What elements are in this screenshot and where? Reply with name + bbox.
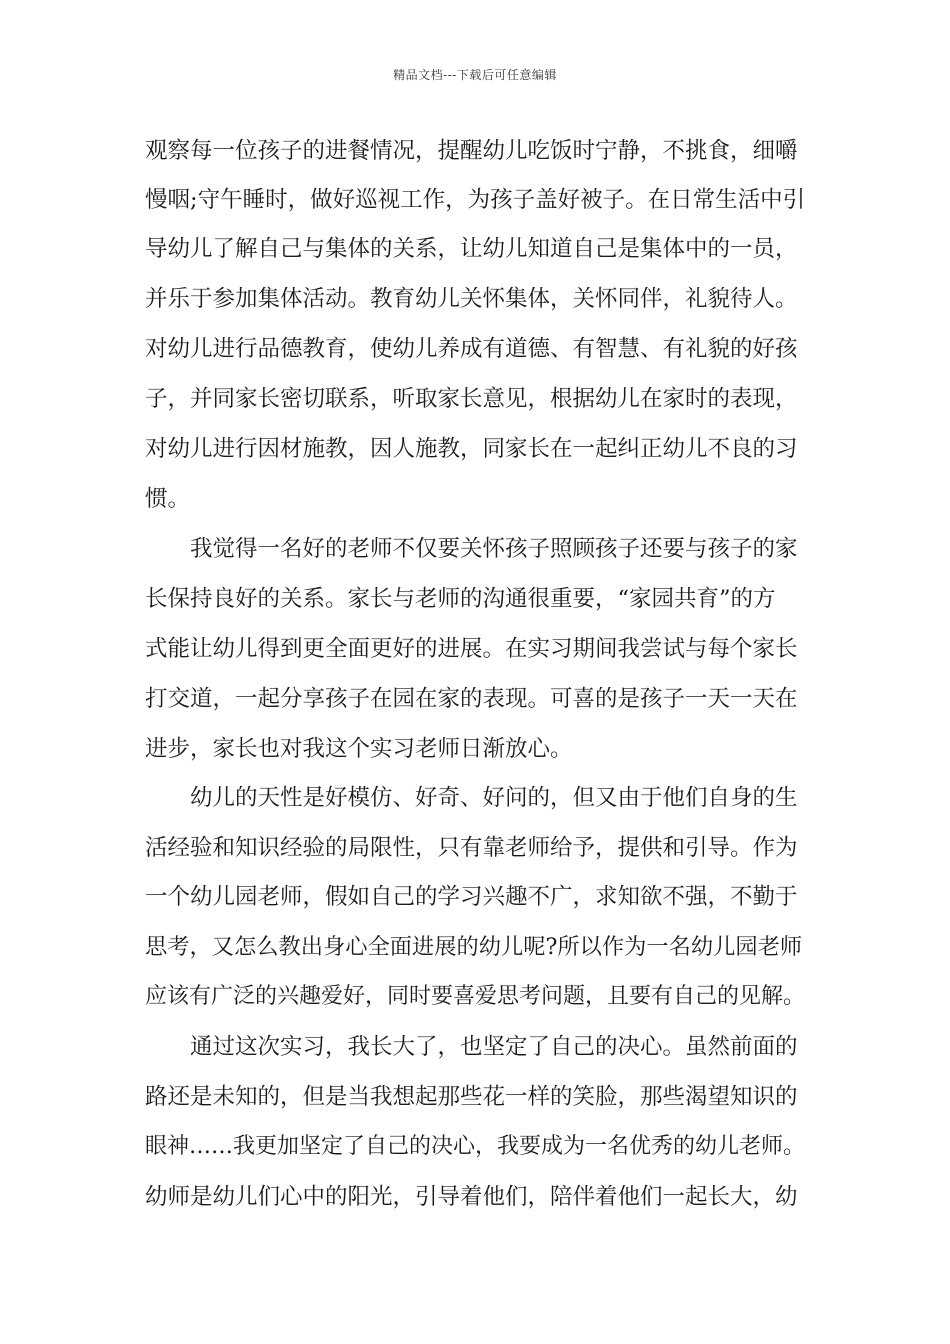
text-line: 惯。 <box>145 486 191 512</box>
text-line: 导幼儿了解自己与集体的关系，让幼儿知道自己是集体中的一员， <box>145 236 798 262</box>
paragraph-first-line: 通过这次实习，我长大了，也坚定了自己的决心。虽然前面的 <box>190 1034 798 1060</box>
text-line: 观察每一位孩子的进餐情况，提醒幼儿吃饭时宁静，不挑食，细嚼 <box>145 138 798 164</box>
text-line: 思考，又怎么教出身心全面进展的幼儿呢?所以作为一名幼儿园老师 <box>145 934 803 960</box>
text-line: 进步，家长也对我这个实习老师日渐放心。 <box>145 736 573 762</box>
text-line: 路还是未知的，但是当我想起那些花一样的笑脸，那些渴望知识的 <box>145 1084 798 1110</box>
text-line: 一个幼儿园老师，假如自己的学习兴趣不广，求知欲不强，不勤于 <box>145 884 798 910</box>
text-line: 应该有广泛的兴趣爱好，同时要喜爱思考问题，且要有自己的见解。 <box>145 984 806 1009</box>
text-line: 活经验和知识经验的局限性，只有靠老师给予，提供和引导。作为 <box>145 835 798 861</box>
text-line: 子，并同家长密切联系，听取家长意见，根据幼儿在家时的表现， <box>145 386 798 412</box>
text-line: 对幼儿进行因材施教，因人施教，同家长在一起纠正幼儿不良的习 <box>145 436 798 462</box>
text-line: 长保持良好的关系。家长与老师的沟通很重要，“家园共育”的方 <box>145 586 776 612</box>
text-line: 幼师是幼儿们心中的阳光，引导着他们，陪伴着他们一起长大，幼 <box>145 1184 798 1210</box>
text-line: 对幼儿进行品德教育，使幼儿养成有道德、有智慧、有礼貌的好孩 <box>145 336 798 362</box>
page-header: 精品文档---下载后可任意编辑 <box>393 68 557 82</box>
paragraph-first-line: 我觉得一名好的老师不仅要关怀孩子照顾孩子还要与孩子的家 <box>190 536 798 562</box>
text-line: 眼神……我更加坚定了自己的决心，我要成为一名优秀的幼儿老师。 <box>145 1134 806 1159</box>
text-line: 式能让幼儿得到更全面更好的进展。在实习期间我尝试与每个家长 <box>145 636 798 662</box>
paragraph-first-line: 幼儿的天性是好模仿、好奇、好问的，但又由于他们自身的生 <box>190 785 798 811</box>
text-line: 并乐于参加集体活动。教育幼儿关怀集体，关怀同伴，礼貌待人。 <box>145 286 798 312</box>
text-line: 慢咽;守午睡时，做好巡视工作，为孩子盖好被子。在日常生活中引 <box>145 187 806 213</box>
text-line: 打交道，一起分享孩子在园在家的表现。可喜的是孩子一天一天在 <box>145 686 798 712</box>
